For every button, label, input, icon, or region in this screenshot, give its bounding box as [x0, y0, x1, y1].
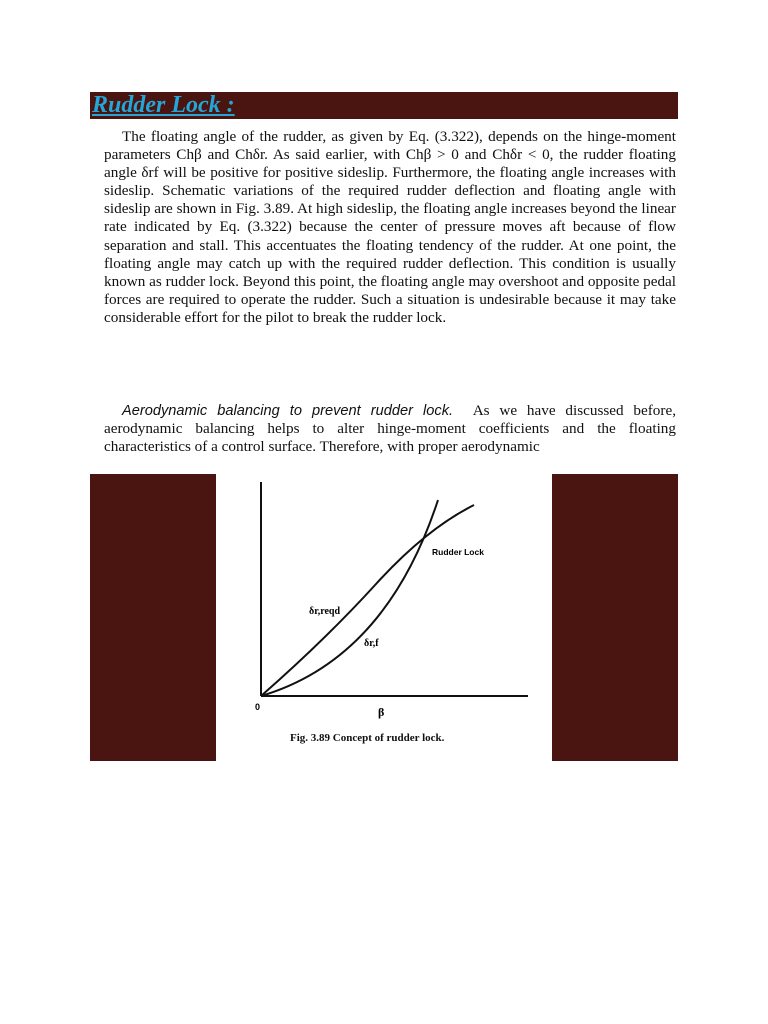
curve-required-deflection	[261, 505, 474, 696]
right-decor-block	[552, 474, 678, 761]
origin-label: 0	[255, 702, 261, 712]
figure-rudder-lock	[216, 474, 552, 761]
paragraph-rudder-floating	[104, 128, 676, 327]
figure-diagram	[216, 474, 552, 761]
left-decor-block	[90, 474, 216, 761]
x-axis-label: β	[378, 705, 385, 719]
section-title: Rudder Lock :	[92, 92, 235, 118]
paragraph-aerodynamic-balancing	[104, 402, 676, 456]
figure-caption: Fig. 3.89 Concept of rudder lock.	[290, 732, 445, 744]
paragraph-heading: Aerodynamic balancing to prevent rudder lock.	[122, 403, 454, 419]
rudder-lock-label: Rudder Lock	[432, 547, 484, 557]
paragraph-text: The floating angle of the rudder, as given by Eq. (3.322), depends on the hinge-moment parameters Chβ and Chδr. As said earlier, with Chβ > 0 and Chδr < 0, the rudder floating angle δrf will be positive for positive sideslip. Furthermore, the floating angle increases with sideslip. Schematic variations of the required rudder deflection and floating angle with sideslip are shown in Fig. 3.89. At high sideslip, the floating angle increases beyond the linear rate indicated by Eq. (3.322) because the center of pressure moves aft because of flow separation and stall. This accentuates the floating tendency of the rudder. At one point, the floating angle may catch up with the required rudder deflection. This condition is usually known as rudder lock. Beyond this point, the floating angle may overshoot and opposite pedal forces are required to operate the rudder. Such a situation is undesirable because it may take considerable effort for the pilot to break the rudder lock.	[104, 128, 676, 326]
curve-floating-angle	[261, 500, 438, 696]
curve-floating-label: δr,f	[364, 638, 379, 649]
section-title-banner	[90, 92, 678, 119]
paragraph-text: As we have discussed before, aerodynamic balancing helps to alter hinge-moment coefficients and the floating characteristics of a control surface. Therefore, with proper aerodynamic	[104, 402, 676, 456]
curve-required-label: δr,reqd	[309, 606, 341, 617]
